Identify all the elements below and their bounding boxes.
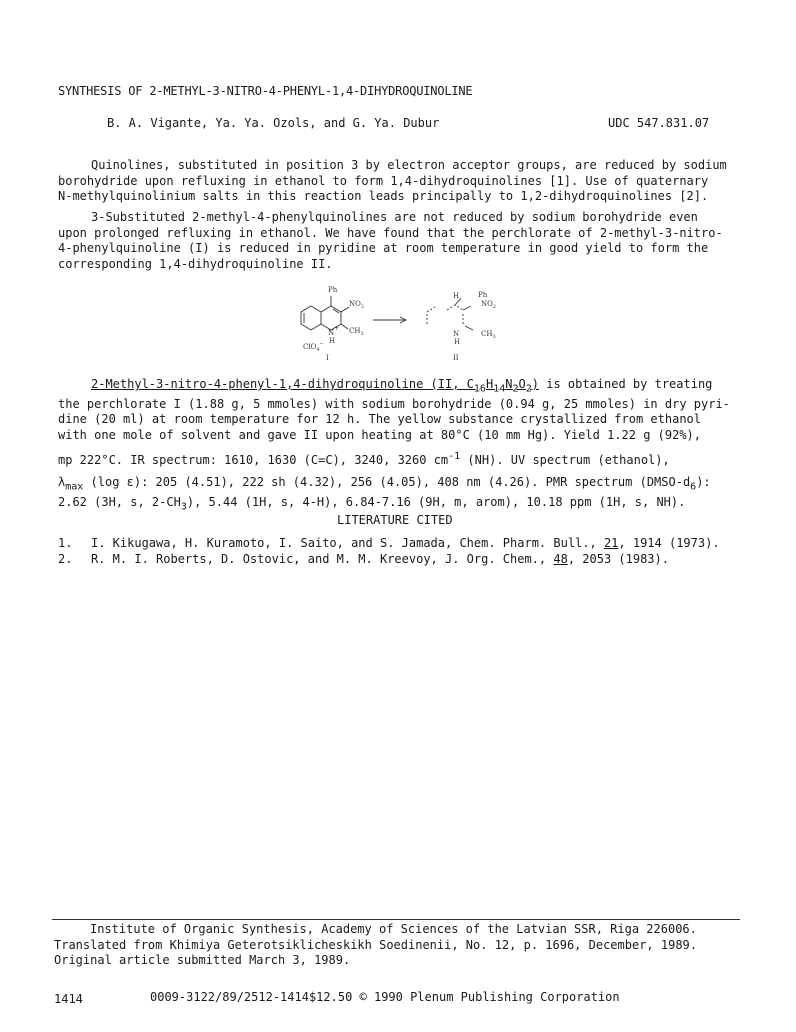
- reaction-scheme: [285, 278, 525, 368]
- authors: B. A. Vigante, Ya. Ya. Ozols, and G. Ya. Dubur: [107, 116, 440, 130]
- compound-label: II: [453, 354, 459, 362]
- scheme-label: $CH_3$: [481, 330, 496, 340]
- text-line: $\lambda_{max}$ (log ε): 205 (4.51), 222 sh (4.32), 256 (4.05), 408 nm (4.26). PMR spectrum $(DMSO-d_6)$:: [58, 474, 711, 493]
- text-line: 2.62 (3H, s, $2-CH_3$), 5.44 (1H, s, 4-H), 6.84-7.16 (9H, m, arom), 10.18 ppm (1H, s, NH).: [58, 494, 686, 513]
- text-line: borohydride upon refluxing in ethanol to form 1,4-dihydroquinolines [1]. Use of quaternary: [58, 173, 709, 188]
- text-line: 3-Substituted 2-methyl-4-phenylquinolines are not reduced by sodium borohydride even: [91, 210, 698, 224]
- scheme-label: $NO_2$: [481, 300, 497, 310]
- footnote-line: Original article submitted March 3, 1989.: [54, 953, 351, 967]
- text-line: dine (20 ml) at room temperature for 12 h. The yellow substance crystallized from ethanol: [58, 412, 701, 427]
- paragraph-findings: [58, 210, 758, 272]
- literature-heading: LITERATURE CITED: [337, 513, 453, 527]
- scheme-label: ClO$_4$−: [303, 341, 324, 353]
- scheme-label: Ph: [328, 286, 338, 294]
- text-line: corresponding 1,4-dihydroquinoline II.: [58, 256, 333, 271]
- copyright-line: 0009-3122/89/2512-1414$12.50 © 1990 Plenum Publishing Corporation: [150, 990, 620, 1004]
- scheme-label: H: [329, 337, 336, 345]
- text-line: N-methylquinolinium salts in this reaction leads principally to 1,2-dihydroquinolines [2].: [58, 189, 709, 203]
- text-line: upon prolonged refluxing in ethanol. We have found that the perchlorate of 2-methyl-3-nitro-: [58, 225, 723, 240]
- compound-label: I: [326, 354, 329, 362]
- footnote-divider: [52, 919, 740, 920]
- scheme-label: $NO_2$: [349, 300, 365, 310]
- article-title: SYNTHESIS OF 2-METHYL-3-NITRO-4-PHENYL-1,4-DIHYDROQUINOLINE: [58, 84, 473, 98]
- scheme-label: H: [453, 292, 460, 300]
- scheme-label: H: [454, 338, 461, 346]
- text-line: mp 222°C. IR spectrum: 1610, 1630 (C=C), 3240, 3260 $cm^{-1}$ (NH). UV spectrum (ethanol),: [58, 451, 670, 468]
- udc-code: UDC 547.831.07: [608, 116, 710, 130]
- text-line: with one mole of solvent and gave II upon heating at 80°C (10 mm Hg). Yield 1.22 g (92%),: [58, 427, 701, 442]
- footnote-line: Institute of Organic Synthesis, Academy of Sciences of the Latvian SSR, Riga 226006.: [90, 922, 697, 936]
- text-line: the perchlorate I (1.88 g, 5 mmoles) with sodium borohydride (0.94 g, 25 mmoles) in dry pyri-: [58, 396, 730, 411]
- text-line: 4-phenylquinoline (I) is reduced in pyridine at room temperature in good yield to form the: [58, 241, 709, 255]
- text-line: 2-Methyl-3-nitro-4-phenyl-1,4-dihydroquinoline (II, $C_{16}H_{14}N_2O_2$) is obtained by treating: [91, 377, 713, 395]
- scheme-label: Ph: [478, 291, 488, 299]
- text-line: Quinolines, substituted in position 3 by electron acceptor groups, are reduced by sodium: [91, 158, 727, 172]
- reference-item: 2. R. M. I. Roberts, D. Ostovic, and M. M. Kreevoy, J. Org. Chem., 48, 2053 (1983).: [58, 552, 669, 566]
- reference-item: 1. I. Kikugawa, H. Kuramoto, I. Saito, and S. Jamada, Chem. Pharm. Bull., 21, 1914 (1973).: [58, 536, 720, 550]
- scheme-label: N: [328, 329, 335, 337]
- svg-text:+: +: [334, 325, 340, 332]
- scheme-label: $CH_3$: [349, 327, 364, 337]
- footnote-line: Translated from Khimiya Geterotsiklicheskikh Soedinenii, No. 12, p. 1696, December, 1989.: [54, 937, 697, 952]
- scheme-label: N: [453, 330, 460, 338]
- paragraph-experimental: [58, 377, 758, 515]
- compound-name: 2-Methyl-3-nitro-4-phenyl-1,4-dihydroquinoline (II, $C_{16}H_{14}N_2O_2$): [91, 377, 539, 395]
- footnote: [54, 922, 697, 969]
- page-number: 1414: [54, 992, 83, 1006]
- paragraph-intro: [58, 158, 758, 205]
